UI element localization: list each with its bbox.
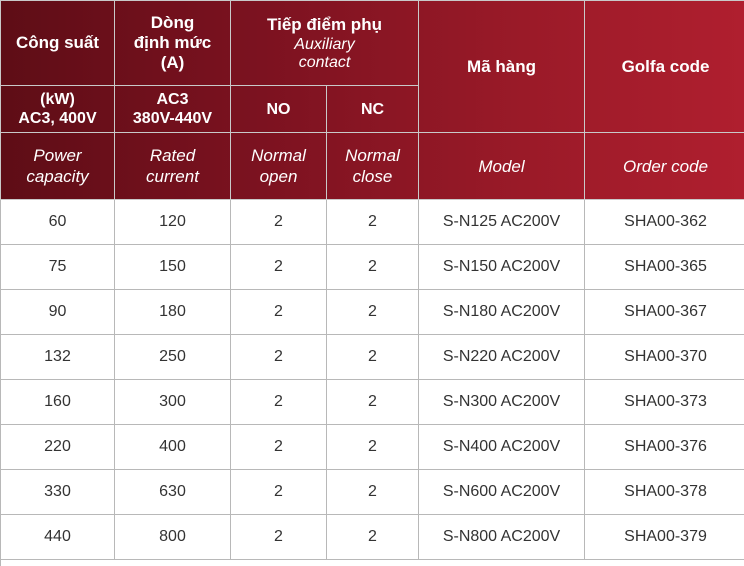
header-row-1 xyxy=(1,1,744,86)
power-header-vn: Công suất xyxy=(1,1,115,86)
code-cell: SHA00-376 xyxy=(585,425,744,470)
current-cell: 630 xyxy=(115,470,231,515)
current-cell: 120 xyxy=(115,200,231,245)
power-cell: 132 xyxy=(1,335,115,380)
current-cell: 150 xyxy=(115,245,231,290)
table-row xyxy=(1,335,744,380)
nc-cell: 2 xyxy=(327,515,419,560)
no-cell: 2 xyxy=(231,335,327,380)
header-row-3 xyxy=(1,133,744,200)
power-cell: 220 xyxy=(1,425,115,470)
footer-row xyxy=(1,560,744,566)
no-cell: 2 xyxy=(231,425,327,470)
table-row xyxy=(1,200,744,245)
table-body xyxy=(1,200,744,560)
table-footer xyxy=(1,560,744,566)
nc-cell: 2 xyxy=(327,380,419,425)
model-header-en: Model xyxy=(419,133,585,200)
model-cell: S-N150 AC200V xyxy=(419,245,585,290)
nc-header-en: Normal close xyxy=(327,133,419,200)
nc-cell: 2 xyxy=(327,200,419,245)
power-cell: 330 xyxy=(1,470,115,515)
nc-cell: 2 xyxy=(327,245,419,290)
nc-cell: 2 xyxy=(327,335,419,380)
nc-cell: 2 xyxy=(327,425,419,470)
power-cell: 60 xyxy=(1,200,115,245)
current-cell: 400 xyxy=(115,425,231,470)
no-cell: 2 xyxy=(231,245,327,290)
power-cell: 75 xyxy=(1,245,115,290)
power-header-en: Power capacity xyxy=(1,133,115,200)
code-cell: SHA00-365 xyxy=(585,245,744,290)
table-row xyxy=(1,515,744,560)
table-row xyxy=(1,245,744,290)
current-unit-header: AC3 380V-440V xyxy=(115,86,231,133)
no-header: NO xyxy=(231,86,327,133)
model-cell: S-N220 AC200V xyxy=(419,335,585,380)
code-cell: SHA00-378 xyxy=(585,470,744,515)
no-header-en: Normal open xyxy=(231,133,327,200)
code-cell: SHA00-379 xyxy=(585,515,744,560)
model-cell: S-N800 AC200V xyxy=(419,515,585,560)
power-cell: 160 xyxy=(1,380,115,425)
power-cell: 90 xyxy=(1,290,115,335)
model-cell: S-N125 AC200V xyxy=(419,200,585,245)
current-cell: 180 xyxy=(115,290,231,335)
code-cell: SHA00-367 xyxy=(585,290,744,335)
power-unit-header: (kW) AC3, 400V xyxy=(1,86,115,133)
code-cell: SHA00-373 xyxy=(585,380,744,425)
current-header-en: Rated current xyxy=(115,133,231,200)
table-row xyxy=(1,425,744,470)
model-cell: S-N600 AC200V xyxy=(419,470,585,515)
nc-cell: 2 xyxy=(327,290,419,335)
table-header xyxy=(1,1,744,200)
current-header-vn: Dòng định mức (A) xyxy=(115,1,231,86)
current-cell: 800 xyxy=(115,515,231,560)
code-cell: SHA00-370 xyxy=(585,335,744,380)
table-row xyxy=(1,380,744,425)
no-cell: 2 xyxy=(231,290,327,335)
model-cell: S-N180 AC200V xyxy=(419,290,585,335)
no-cell: 2 xyxy=(231,515,327,560)
current-cell: 300 xyxy=(115,380,231,425)
order-code-header-en: Order code xyxy=(585,133,744,200)
footer-cell xyxy=(1,560,744,566)
golfa-code-header: Golfa code xyxy=(585,1,744,133)
no-cell: 2 xyxy=(231,200,327,245)
no-cell: 2 xyxy=(231,380,327,425)
code-cell: SHA00-362 xyxy=(585,200,744,245)
no-cell: 2 xyxy=(231,470,327,515)
nc-cell: 2 xyxy=(327,470,419,515)
current-cell: 250 xyxy=(115,335,231,380)
nc-header: NC xyxy=(327,86,419,133)
table-row xyxy=(1,290,744,335)
model-header-vn: Mã hàng xyxy=(419,1,585,133)
model-cell: S-N300 AC200V xyxy=(419,380,585,425)
aux-contact-header: Tiếp điểm phụ Auxiliary contact xyxy=(231,1,419,86)
table-row xyxy=(1,470,744,515)
model-cell: S-N400 AC200V xyxy=(419,425,585,470)
power-cell: 440 xyxy=(1,515,115,560)
